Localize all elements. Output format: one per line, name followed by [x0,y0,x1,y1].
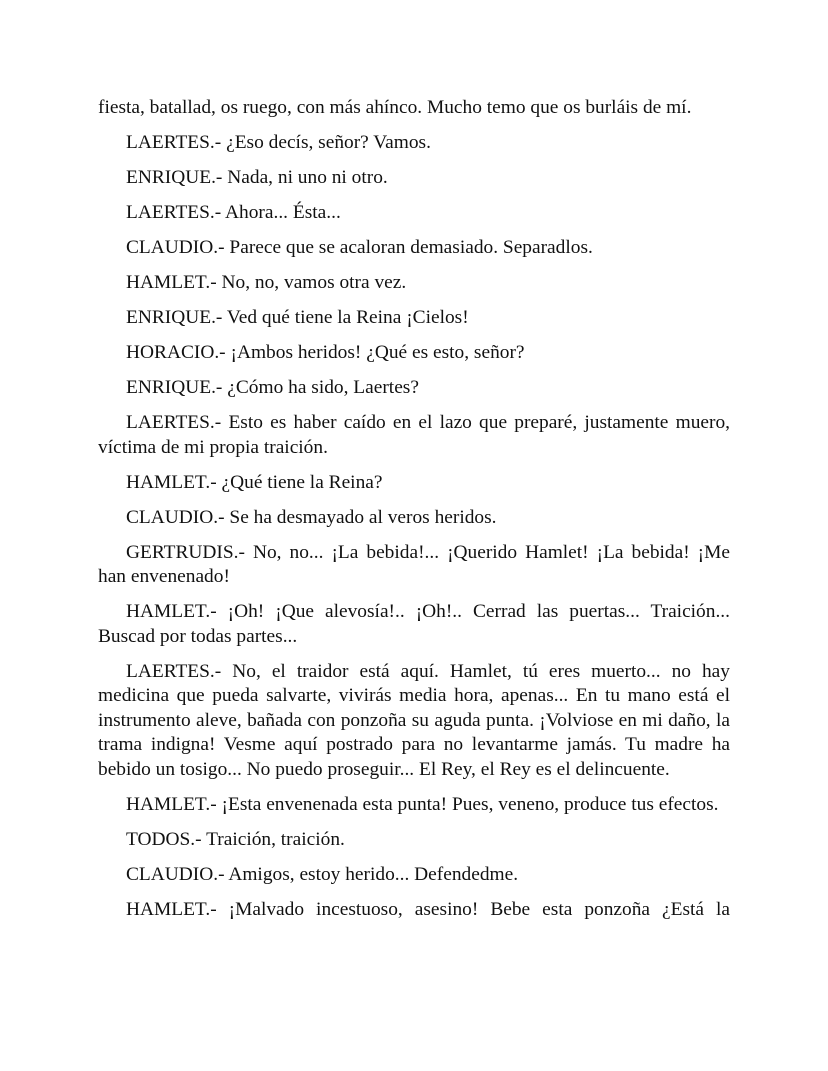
dialogue-text: Nada, ni uno ni otro. [227,167,388,188]
document-page [98,96,730,933]
dialogue-text: ¡Ambos heridos! ¿Qué es esto, señor? [230,342,525,363]
dialogue-text: Se ha desmayado al veros heridos. [229,506,497,528]
dialogue-line [98,166,730,191]
dialogue-text: Ahora... Ésta... [225,202,341,223]
dialogue-line [98,131,730,156]
dialogue-text: No, no... ¡La bebida!... ¡Querido Hamlet! ¡La bebida! ¡Me han envenenado! [98,541,730,587]
dialogue-text: Esto es haber caído en el lazo que preparé, justamente muero, víctima de mi propia traición. [98,412,730,458]
dialogue-line [98,201,730,226]
dialogue-text: No, el traidor está aquí. Hamlet, tú eres muerto... no hay medicina que pueda salvarte, vivirás media hora, apenas... En tu mano está el instrumento aleve, bañada con ponzoña su aguda punta. ¡Volviose en mi daño, la trama indigna! Vesme aquí postrado para no levantarme jamás. Tu madre ha bebido un tosigo... No puedo proseguir... El Rey, el Rey es el delincuente. [98,660,730,780]
speaker-name: LAERTES.- [126,660,222,682]
speaker-name: HAMLET.- [126,272,217,293]
dialogue-text: Traición, traición. [206,828,345,850]
dialogue-line [98,660,730,783]
dialogue-text: ¡Malvado incestuoso, asesino! Bebe esta ponzoña ¿Está la [228,898,730,920]
dialogue-text: No, no, vamos otra vez. [221,272,407,293]
dialogue-line [98,898,730,923]
dialogue-text: ¿Cómo ha sido, Laertes? [227,377,419,398]
speaker-name: TODOS.- [126,828,202,850]
dialogue-text: Amigos, estoy herido... Defendedme. [228,863,519,885]
speaker-name: HAMLET.- [126,793,217,815]
speaker-name: CLAUDIO.- [126,506,225,528]
speaker-name: LAERTES.- [126,132,222,153]
dialogue-text: ¿Eso decís, señor? Vamos. [226,132,431,153]
speaker-name: CLAUDIO.- [126,237,225,258]
dialogue-line [98,236,730,261]
speaker-name: GERTRUDIS.- [126,541,245,563]
dialogue-text: fiesta, batallad, os ruego, con más ahínco. Mucho temo que os burláis de mí. [98,97,692,118]
speaker-name: CLAUDIO.- [126,863,225,885]
speaker-name: HORACIO.- [126,342,226,363]
speaker-name: ENRIQUE.- [126,377,223,398]
dialogue-text: ¡Oh! ¡Que alevosía!.. ¡Oh!.. Cerrad las puertas... Traición... Buscad por todas partes... [98,601,730,647]
speaker-name: HAMLET.- [126,601,217,622]
dialogue-text: Ved qué tiene la Reina ¡Cielos! [226,307,469,328]
dialogue-line [98,376,730,401]
speaker-name: HAMLET.- [126,471,217,493]
speaker-name: LAERTES.- [126,202,222,223]
dialogue-line [98,541,730,590]
dialogue-text: Parece que se acaloran demasiado. Separadlos. [229,237,593,258]
dialogue-line [98,793,730,818]
dialogue-line [98,271,730,296]
dialogue-line [98,506,730,531]
dialogue-line [98,411,730,460]
speaker-name: ENRIQUE.- [126,307,223,328]
speaker-name: LAERTES.- [126,412,222,433]
dialogue-text: ¿Qué tiene la Reina? [221,471,383,493]
dialogue-line [98,828,730,853]
dialogue-line [98,863,730,888]
paragraph-continuation [98,96,730,121]
speaker-name: ENRIQUE.- [126,167,223,188]
speaker-name: HAMLET.- [126,898,217,920]
dialogue-line [98,341,730,366]
dialogue-line [98,600,730,649]
dialogue-text: ¡Esta envenenada esta punta! Pues, veneno, produce tus efectos. [221,793,719,815]
dialogue-line [98,306,730,331]
dialogue-line [98,471,730,496]
